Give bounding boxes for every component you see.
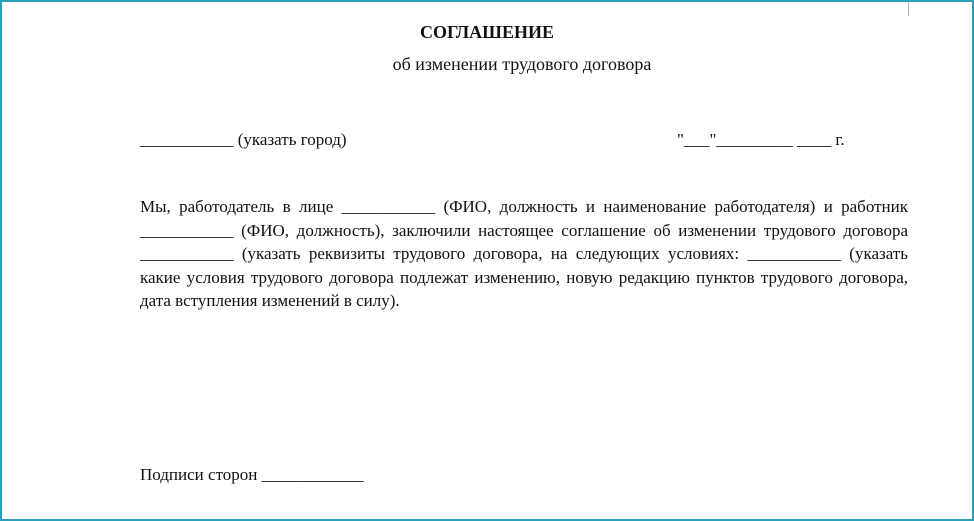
place-hint: (указать город) [237, 130, 347, 149]
place-blank: ___________ [140, 130, 234, 149]
signatures-label: Подписи сторон [140, 465, 258, 484]
document-subtitle: об изменении трудового договора [392, 54, 652, 74]
date-line: "___"_________ ____ г. [677, 130, 845, 149]
signatures-blank: ____________ [261, 465, 364, 484]
signatures-line [140, 465, 364, 485]
document-title: СОГЛАШЕНИЕ [420, 22, 554, 42]
agreement-body: Мы, работодатель в лице ___________ (ФИО, должность и наименование работодателя) и работник ___________ (ФИО, должность), заключили настоящее соглашение об изменении трудового договора ___________ (указать реквизиты трудового договора, на следующих условиях: ___________ (указать какие условия трудового договора подлежат изменению, новую редакцию пунктов трудового договора, дата вступления изменений в силу). [140, 197, 908, 310]
page-margin-marker [908, 2, 909, 16]
place-line [140, 130, 347, 150]
